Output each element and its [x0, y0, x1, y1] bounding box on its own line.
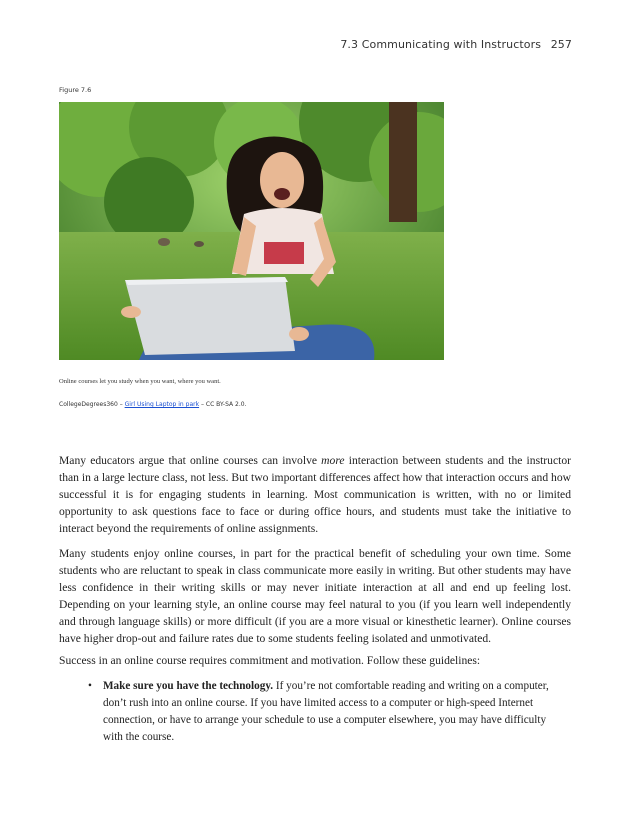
bullet-marker: •	[88, 680, 92, 692]
section-title: 7.3 Communicating with Instructors	[340, 38, 542, 51]
paragraph-3: Success in an online course requires commitment and motivation. Follow these guidelines:	[59, 654, 481, 667]
list-item-heading: Make sure you have the technology.	[103, 680, 274, 692]
figure-credit	[59, 401, 246, 408]
page-number: 257	[550, 38, 572, 51]
paragraph-1	[59, 452, 571, 537]
list-item	[88, 678, 558, 746]
figure-label: Figure 7.6	[59, 86, 92, 94]
figure-photo	[59, 102, 444, 360]
credit-link[interactable]: Girl Using Laptop in park	[124, 401, 200, 408]
running-header	[340, 38, 572, 51]
figure-caption: Online courses let you study when you want, where you want.	[59, 378, 221, 385]
guidelines-list	[88, 678, 558, 746]
paragraph-1-rest: interaction between students and the instructor than in a large lecture class, not less. But two important differences affect how that interaction occurs and how successful it is for engaging students in learning. Most communication is written, with no or limited opportunity to ask questions face to face or during office hours, and students must take the initiative to interact beyond the requirements of online assignments.	[59, 454, 571, 535]
paragraph-2: Many students enjoy online courses, in part for the practical benefit of scheduling your own time. Some students who are reluctant to speak in class communicate more easily in writing. But other students may have less confidence in their writing skills or may never initiate interaction at all and end up feeling lost. Depending on your learning style, an online course may feel natural to you (if you learn well independently and through language skills) or more difficult (if you are a more visual or kinesthetic learner). Online courses have higher drop-out and failure rates due to some students feeling isolated and unmotivated.	[59, 547, 571, 645]
credit-license: – CC BY-SA 2.0.	[199, 401, 247, 408]
list-item-text: If you’re not comfortable reading and writing on a computer, don’t rush into an online course. If you have limited access to a computer or high-speed Internet connection, or have to arrange your schedule to use a computer elsewhere, you may have difficulty with the course.	[103, 680, 549, 743]
paragraph-1-emphasis: more	[321, 454, 345, 467]
credit-author: CollegeDegrees360 –	[59, 401, 125, 408]
paragraph-1-start: Many educators argue that online courses can involve	[59, 454, 322, 467]
